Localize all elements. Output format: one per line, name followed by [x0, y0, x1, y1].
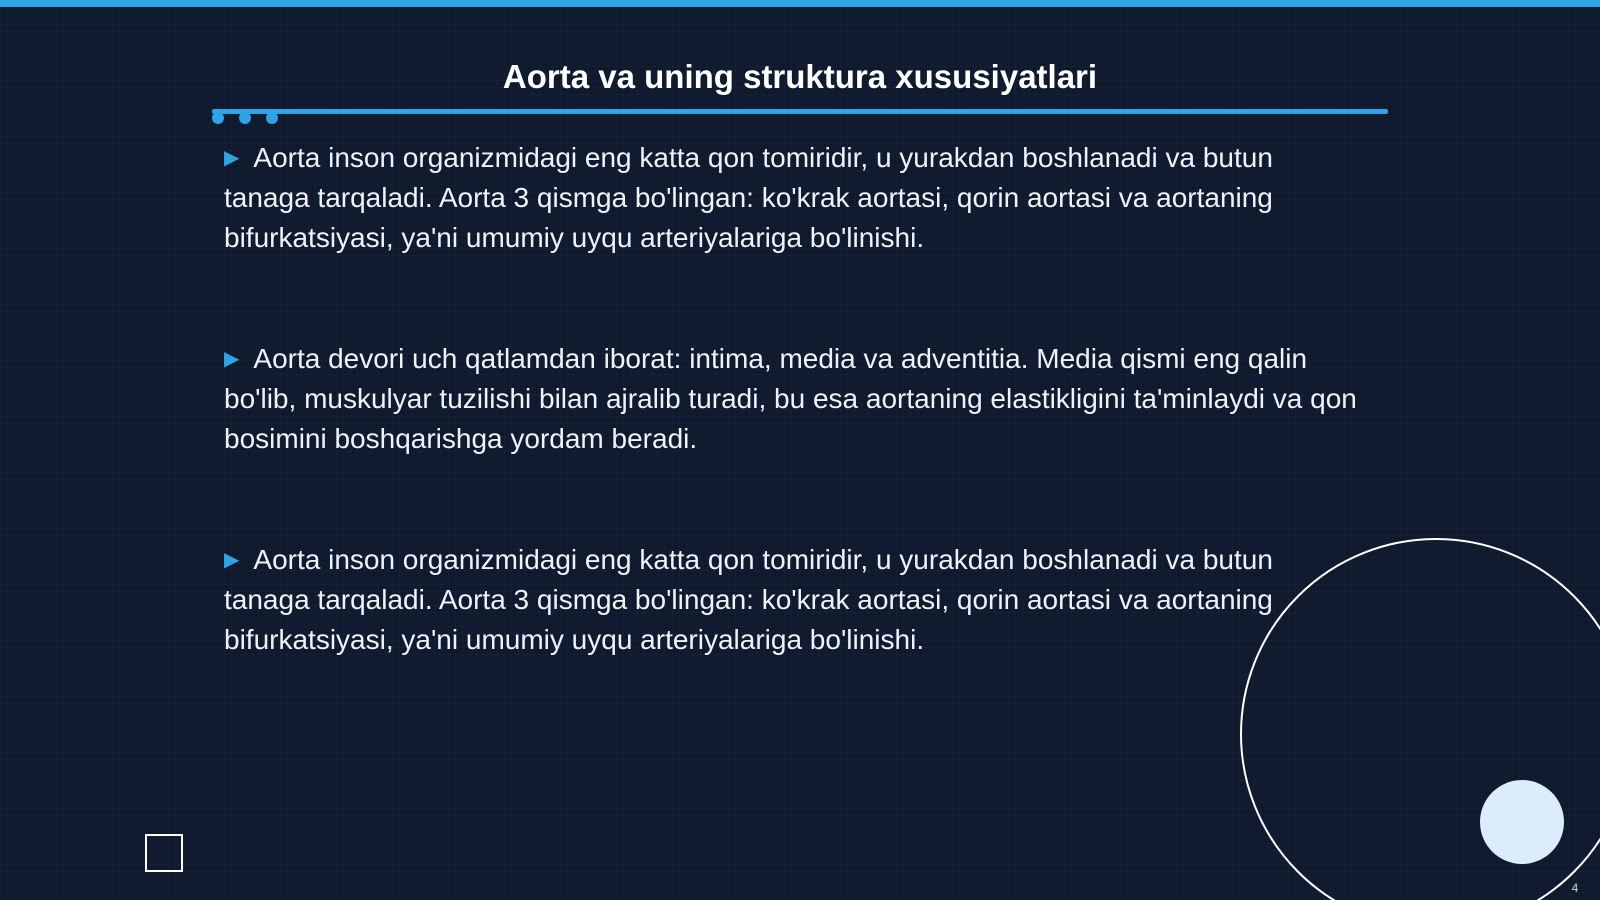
page-number: 4 — [1571, 881, 1579, 895]
slide-title: Aorta va uning struktura xususiyatlari — [502, 58, 1098, 95]
title-underline — [212, 109, 1388, 114]
bullet-item — [224, 138, 1364, 258]
bullet-text: Aorta inson organizmidagi eng katta qon tomiridir, u yurakdan boshlanadi va butun tanaga tarqaladi. Aorta 3 qismga bo'lingan: ko'krak aortasi, qorin aortasi va aortaning bifurkatsiyasi, ya'ni umumiy uyqu arteriyalariga bo'linishi. — [224, 142, 1273, 253]
bullet-item — [224, 540, 1364, 660]
decor-square — [145, 834, 183, 872]
play-triangle-icon: ▶ — [224, 549, 240, 571]
decor-dot — [212, 112, 224, 124]
decor-dot — [239, 112, 251, 124]
bullet-item — [224, 339, 1364, 459]
play-triangle-icon: ▶ — [224, 147, 240, 169]
play-triangle-icon: ▶ — [224, 348, 240, 370]
decor-filled-circle — [1480, 780, 1564, 864]
bullet-text: Aorta devori uch qatlamdan iborat: intima, media va adventitia. Media qismi eng qalin bo'lib, muskulyar tuzilishi bilan ajralib turadi, bu esa aortaning elastikligini ta'minlaydi va qon bosimini boshqarishga yordam beradi. — [224, 343, 1357, 454]
bullet-list — [224, 138, 1364, 741]
bullet-text: Aorta inson organizmidagi eng katta qon tomiridir, u yurakdan boshlanadi va butun tanaga tarqaladi. Aorta 3 qismga bo'lingan: ko'krak aortasi, qorin aortasi va aortaning bifurkatsiyasi, ya'ni umumiy uyqu arteriyalariga bo'linishi. — [224, 544, 1273, 655]
top-accent-bar — [0, 0, 1600, 7]
decor-dot — [266, 112, 278, 124]
